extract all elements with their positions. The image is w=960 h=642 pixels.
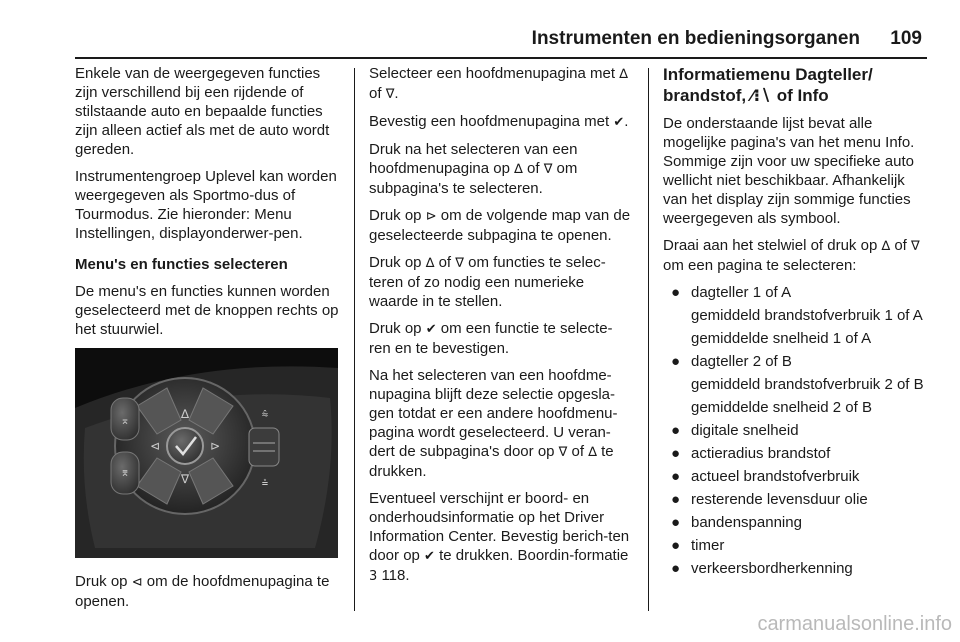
bullet-icon: ● [671,491,681,508]
paragraph: De onderstaande lijst bevat alle mogelijke pagina's van het menu Info. Sommige zijn voor uw specifieke auto wellicht niet beschikbaar. Afhankelijk van het display zijn sommige functies weergegeven als symbool. [663,115,915,227]
page-reference-icon: 3 [369,569,378,584]
header-divider [75,57,927,59]
left-bottom-button-icon: ⌆ [120,466,130,479]
up-arrow-icon: ∆ [425,256,435,271]
column-divider-1 [354,68,355,611]
up-arrow-icon: ∆ [514,162,523,177]
list-item [663,559,928,578]
list-item-label: bandenspanning [691,514,802,531]
list-item [663,490,928,509]
checkmark-icon: ✔ [425,322,437,337]
paragraph: Draai aan het stelwiel of druk op ∆ of ∇ om een pagina te selecteren: [663,237,920,274]
paragraph: Instrumentengroep Uplevel kan worden weergegeven als Sportmo-dus of Tourmodus. Zie hieronder: Menu Instellingen, displayonderwer-pen. [75,168,337,242]
checkmark-icon: ✔ [613,115,625,130]
steering-wheel-controls-image [75,348,338,558]
bullet-icon: ● [671,537,681,554]
right-bottom-button-icon: ⩮ [261,476,269,489]
section-subheading: Menu's en functies selecteren [75,256,288,273]
list-item [663,467,928,486]
up-button-icon: ∆ [180,407,190,421]
up-arrow-icon: ∆ [881,239,891,254]
paragraph: De menu's en functies kunnen worden geselecteerd met de knoppen rechts op het stuurwiel. [75,283,339,338]
section-title: Informatiemenu Dagteller/ brandstof, ⁄⁝∖ of Info [663,65,873,105]
up-arrow-icon: ∆ [588,445,597,460]
trip-fuel-icon: ⁄⁝∖ [750,86,772,105]
paragraph: Na het selecteren van een hoofdme-nupagina blijft deze selectie opgesla-gen totdat er een andere hoofdmenu-pagina wordt geselecteerd. U veran-dert de subpagina's door op ∇ of ∆ te drukken. [369,367,618,480]
column-2 [369,64,634,594]
up-arrow-icon: ∆ [619,67,628,82]
list-item-label: verkeersbordherkenning [691,560,853,577]
menu-button-icon: ⊲ [131,575,143,590]
list-item-label: resterende levensduur olie [691,491,868,508]
bullet-icon: ● [671,353,681,370]
bullet-icon: ● [671,514,681,531]
paragraph: Eventueel verschijnt er boord- en onderhoudsinformatie op het Driver Information Center. Bevestig berich-ten door op ✔ te drukken. Boordin-formatie 3 118. [369,490,630,584]
list-item-label: dagteller 2 of B [691,353,792,370]
down-button-icon: ∇ [180,472,190,486]
right-top-button-icon: ⩯ [261,408,269,421]
caption-text: om de hoofdmenupagina te openen. [75,573,330,610]
list-subitem: gemiddeld brandstofverbruik 2 of B [691,376,924,393]
down-arrow-icon: ∇ [455,256,464,271]
page-number: 109 [890,28,922,49]
paragraph: Selecteer een hoofdmenupagina met ∆ of ∇. [369,65,628,102]
down-arrow-icon: ∇ [543,162,553,177]
list-item [663,283,928,348]
list-item-label: actueel brandstofverbruik [691,468,860,485]
list-item-label: dagteller 1 of A [691,284,792,301]
list-item-label: digitale snelheid [691,422,799,439]
column-3 [663,64,928,582]
down-arrow-icon: ∇ [558,445,568,460]
list-item [663,536,928,555]
figure-caption [75,572,341,611]
steering-wheel-illustration [75,348,338,558]
right-arrow-icon: ⊳ [425,209,437,224]
page-header [0,26,922,54]
bullet-icon: ● [671,284,681,301]
list-item [663,513,928,532]
bullet-icon: ● [671,422,681,439]
left-button-icon: ⊲ [149,439,161,453]
paragraph: Druk op ✔ om een functie te selecte-ren en te bevestigen. [369,320,613,357]
info-page-list [663,283,928,578]
list-item-label: timer [691,537,725,554]
down-arrow-icon: ∇ [911,239,920,254]
paragraph: Bevestig een hoofdmenupagina met ✔. [369,113,629,130]
watermark: carmanualsonline.info [757,613,952,635]
paragraph: Druk na het selecteren van een hoofdmenupagina op ∆ of ∇ om subpagina's te selecteren. [369,141,578,197]
list-item [663,444,928,463]
list-subitem: gemiddelde snelheid 1 of A [691,330,872,347]
list-item-label: actieradius brandstof [691,445,831,462]
bullet-icon: ● [671,560,681,577]
list-item [663,421,928,440]
bullet-icon: ● [671,445,681,462]
paragraph: Druk op ⊳ om de volgende map van de geselecteerde subpagina te openen. [369,207,631,244]
list-subitem: gemiddelde snelheid 2 of B [691,399,872,416]
down-arrow-icon: ∇ [385,87,395,102]
right-button-icon: ⊳ [209,439,221,453]
list-subitem: gemiddeld brandstofverbruik 1 of A [691,307,923,324]
paragraph: Druk op ∆ of ∇ om functies te selec-teren of zo nodig een numerieke waarde in te stellen. [369,254,606,310]
paragraph: Enkele van de weergegeven functies zijn verschillend bij een rijdende of stilstaande auto en bepaalde functies zijn alleen actief als met de auto wordt gereden. [75,65,330,158]
left-top-button-icon: ⌅ [120,414,130,427]
column-1 [75,64,341,347]
bullet-icon: ● [671,468,681,485]
page-title: Instrumenten en bedieningsorganen [531,28,860,49]
list-item [663,352,928,417]
checkmark-icon: ✔ [424,549,435,564]
caption-text: Druk op [75,573,132,590]
column-divider-2 [648,68,649,611]
